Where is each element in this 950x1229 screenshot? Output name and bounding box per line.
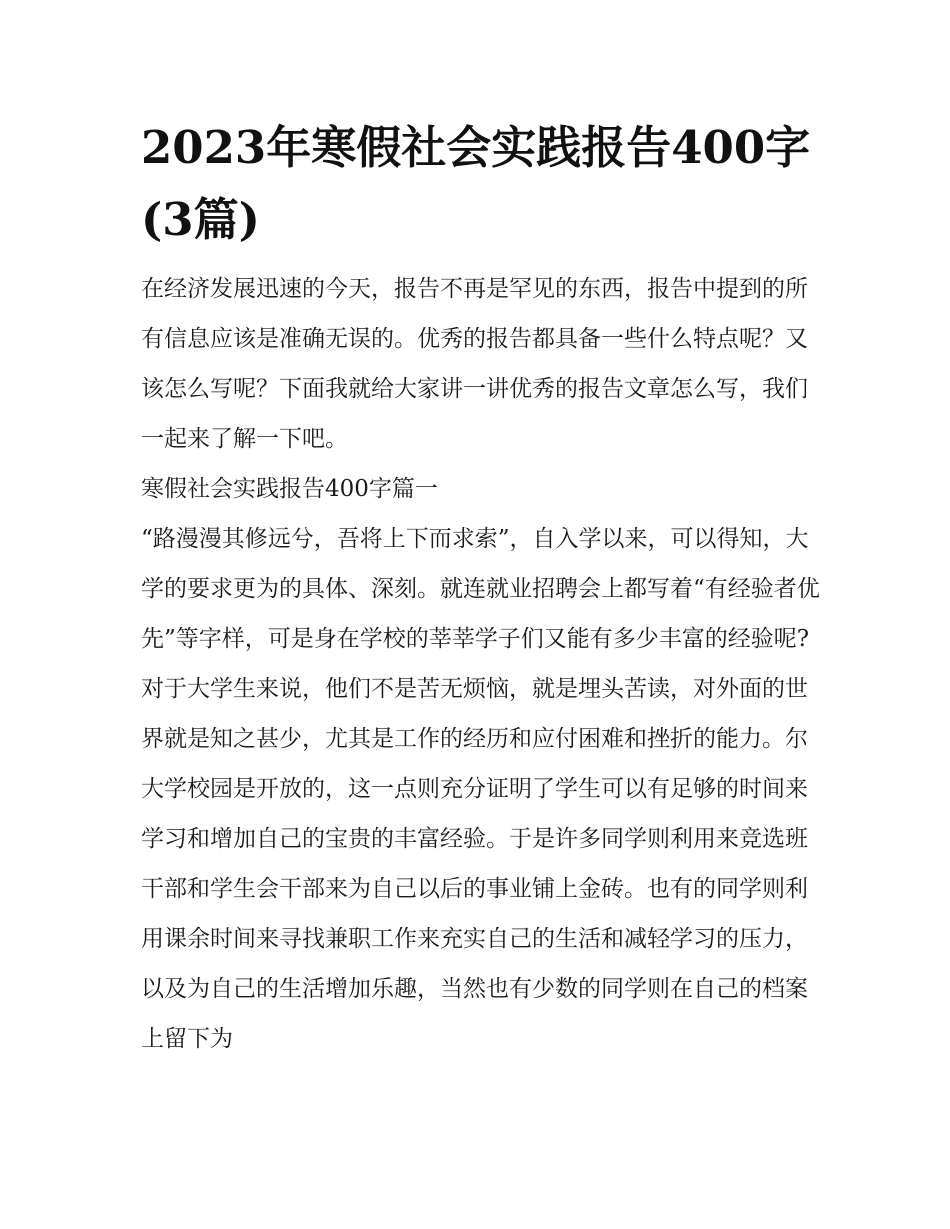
body-paragraph: “路漫漫其修远兮，吾将上下而求索”，自入学以来，可以得知，大学的要求更为的具体、深刻。就连就业招聘会上都写着“有经验者优先”等字样，可是身在学校的莘莘学子们又能有多少丰富的经验呢?对于大学生来说，他们不是苦无烦恼，就是埋头苦读，对外面的世界就是知之甚少，尤其是工作的经历和应付困难和挫折的能力。尔大学校园是开放的，这一点则充分证明了学生可以有足够的时间来学习和增加自己的宝贵的丰富经验。于是许多同学则利用来竞选班干部和学生会干部来为自己以后的事业铺上金砖。也有的同学则利用课余时间来寻找兼职工作来充实自己的生活和减轻学习的压力，以及为自己的生活增加乐趣，当然也有少数的同学则在自己的档案上留下为 [141,526,820,1052]
document-content [141,112,821,1064]
document-title: 2023年寒假社会实践报告400字(3篇) [141,121,811,246]
section-heading: 寒假社会实践报告400字篇一 [141,476,438,502]
intro-paragraph: 在经济发展迅速的今天，报告不再是罕见的东西，报告中提到的所有信息应该是准确无误的。优秀的报告都具备一些什么特点呢？又该怎么写呢？下面我就给大家讲一讲优秀的报告文章怎么写，我们一起来了解一下吧。 [141,276,808,452]
